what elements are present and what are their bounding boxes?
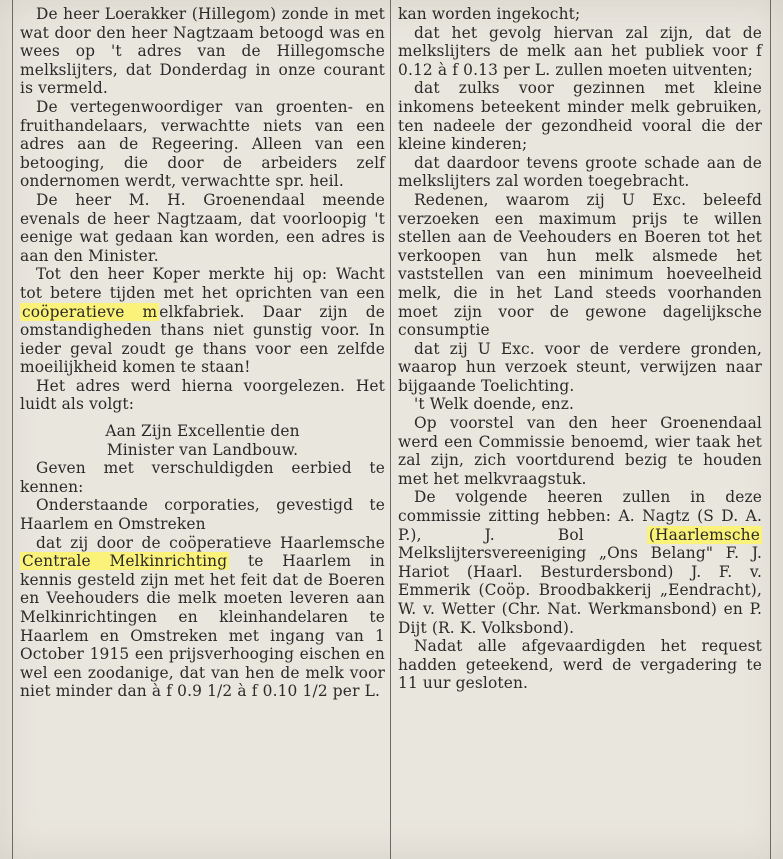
paragraph-heeren bbox=[398, 488, 762, 637]
paragraph-geven: Geven met verschuldigden eerbied te kennen: bbox=[20, 459, 385, 496]
paragraph-ingekocht: kan worden ingekocht; bbox=[398, 5, 581, 23]
paragraph-welk-doende: 't Welk doende, enz. bbox=[414, 395, 575, 414]
koper-text-start: Tot den heer Koper merkte hij op: Wacht tot betere tijden met het oprichten van een bbox=[20, 265, 385, 302]
heeren-text-start: De volgende heeren zullen in deze commissie zitting hebben: A. Nagtz (S D. A. P.), J. Bol bbox=[398, 488, 762, 544]
left-column bbox=[20, 5, 385, 701]
paragraph-centrale-melkinrichting bbox=[20, 534, 385, 701]
paragraph-gezinnen: dat zulks voor gezinnen met kleine inkomens beteekent minder melk gebruiken, ten nadeele der gezondheid vooral die der kleine kinderen; bbox=[398, 79, 762, 154]
paragraph-groenendaal: De heer M. H. Groenendaal meende evenals de heer Nagtzaam, dat voorloopig 't eenige wat gedaan kan worden, een adres is aan den Minister. bbox=[20, 190, 385, 265]
left-column-rule bbox=[12, 0, 13, 859]
paragraph-adres-voorgelezen: Het adres werd hierna voorgelezen. Het luidt als volgt: bbox=[20, 376, 385, 414]
column-divider bbox=[390, 0, 391, 859]
paragraph-gevolg: dat het gevolg hiervan zal zijn, dat de melkslijters de melk aan het publiek voor f 0.12 à f 0.13 per L. zullen moeten uitventen; bbox=[398, 23, 762, 79]
paragraph-commissie: Op voorstel van den heer Groenendaal werd een Commissie benoemd, wier taak het zal zijn, zich voortdurend bezig te houden met het melkvraagstuk. bbox=[398, 414, 762, 488]
melkinrichting-text-start: dat zij door de coöperatieve Haarlemsche bbox=[36, 533, 385, 552]
paragraph-koper bbox=[20, 265, 385, 377]
paragraph-onderstaande: Onderstaande corporaties, gevestigd te Haarlem en Omstreken bbox=[20, 496, 385, 534]
heeren-text-end: Melkslijtersvereeniging „Ons Belang" F. J. Hariot (Haarl. Besturdersbond) J. F. v. Emmerik (Coöp. Broodbakkerij „Eendracht), W. v. Wetter (Chr. Nat. Werkmansbond) en P. Dijt (R. K. Volksbond). bbox=[398, 544, 762, 637]
paragraph-redenen: Redenen, waarom zij U Exc. beleefd verzoeken een maximum prijs te willen stellen aan de Veehouders en Boeren tot het verkoopen van hun melk alsmede het vaststellen van een minimum hoeveelheid melk, die in het Land steeds voorhanden moet zijn voor de gewone dagelijksche consumptie bbox=[398, 190, 762, 340]
paragraph-schade: dat daardoor tevens groote schade aan de melkslijters zal worden toegebracht. bbox=[398, 153, 762, 191]
heading-gap bbox=[20, 414, 385, 422]
address-heading-excellentie: Aan Zijn Excellentie den bbox=[105, 422, 300, 441]
highlight-centrale-melkinrichting: Centrale Melkinrichting bbox=[22, 552, 228, 571]
right-column bbox=[398, 5, 762, 693]
melkinrichting-text-end: te Haarlem in kennis gesteld zijn met het feit dat de Boeren en Veehouders die melk moeten leveren aan Melkinrichtingen en kleinhandelaren te Haarlem en Omstreken met ingang van 1 October 1915 een prijsverhooging eischen en wel een zoodanige, dat van hen de melk voor niet minder dan à f 0.9 1/2 à f 0.10 1/2 per L. bbox=[20, 552, 385, 701]
paragraph-gronden: dat zij U Exc. voor de verdere gronden, waarop hun verzoek steunt, verwijzen naar bijgaande Toelichting. bbox=[398, 339, 762, 395]
paragraph-loerakker: De heer Loerakker (Hillegom) zonde in met wat door den heer Nagtzaam betoogd was en wees op 't adres van de Hillegomsche melkslijters, dat Donderdag in onze courant is vermeld. bbox=[20, 5, 385, 98]
highlight-cooperatieve: coöperatieve m bbox=[22, 302, 158, 321]
right-column-rule bbox=[770, 0, 771, 859]
koper-text-end: elkfabriek. Daar zijn de omstandigheden thans niet gunstig voor. In ieder geval zoudt ge thans voor een zelfde moeilijkheid komen te staan! bbox=[20, 302, 385, 377]
highlight-haarlemsche: (Haarlemsche bbox=[648, 525, 760, 544]
paragraph-gesloten: Nadat alle afgevaardigden het request hadden geteekend, werd de vergadering te 11 uur gesloten. bbox=[398, 637, 762, 693]
paragraph-vertegenwoordiger: De vertegenwoordiger van groenten- en fruithandelaars, verwachtte niets van een adres aan de Regeering. Alleen van een betooging, die door de arbeiders zelf ondernomen werdt, verwachtte spr. heil. bbox=[20, 97, 385, 191]
address-heading-minister: Minister van Landbouw. bbox=[106, 440, 299, 459]
